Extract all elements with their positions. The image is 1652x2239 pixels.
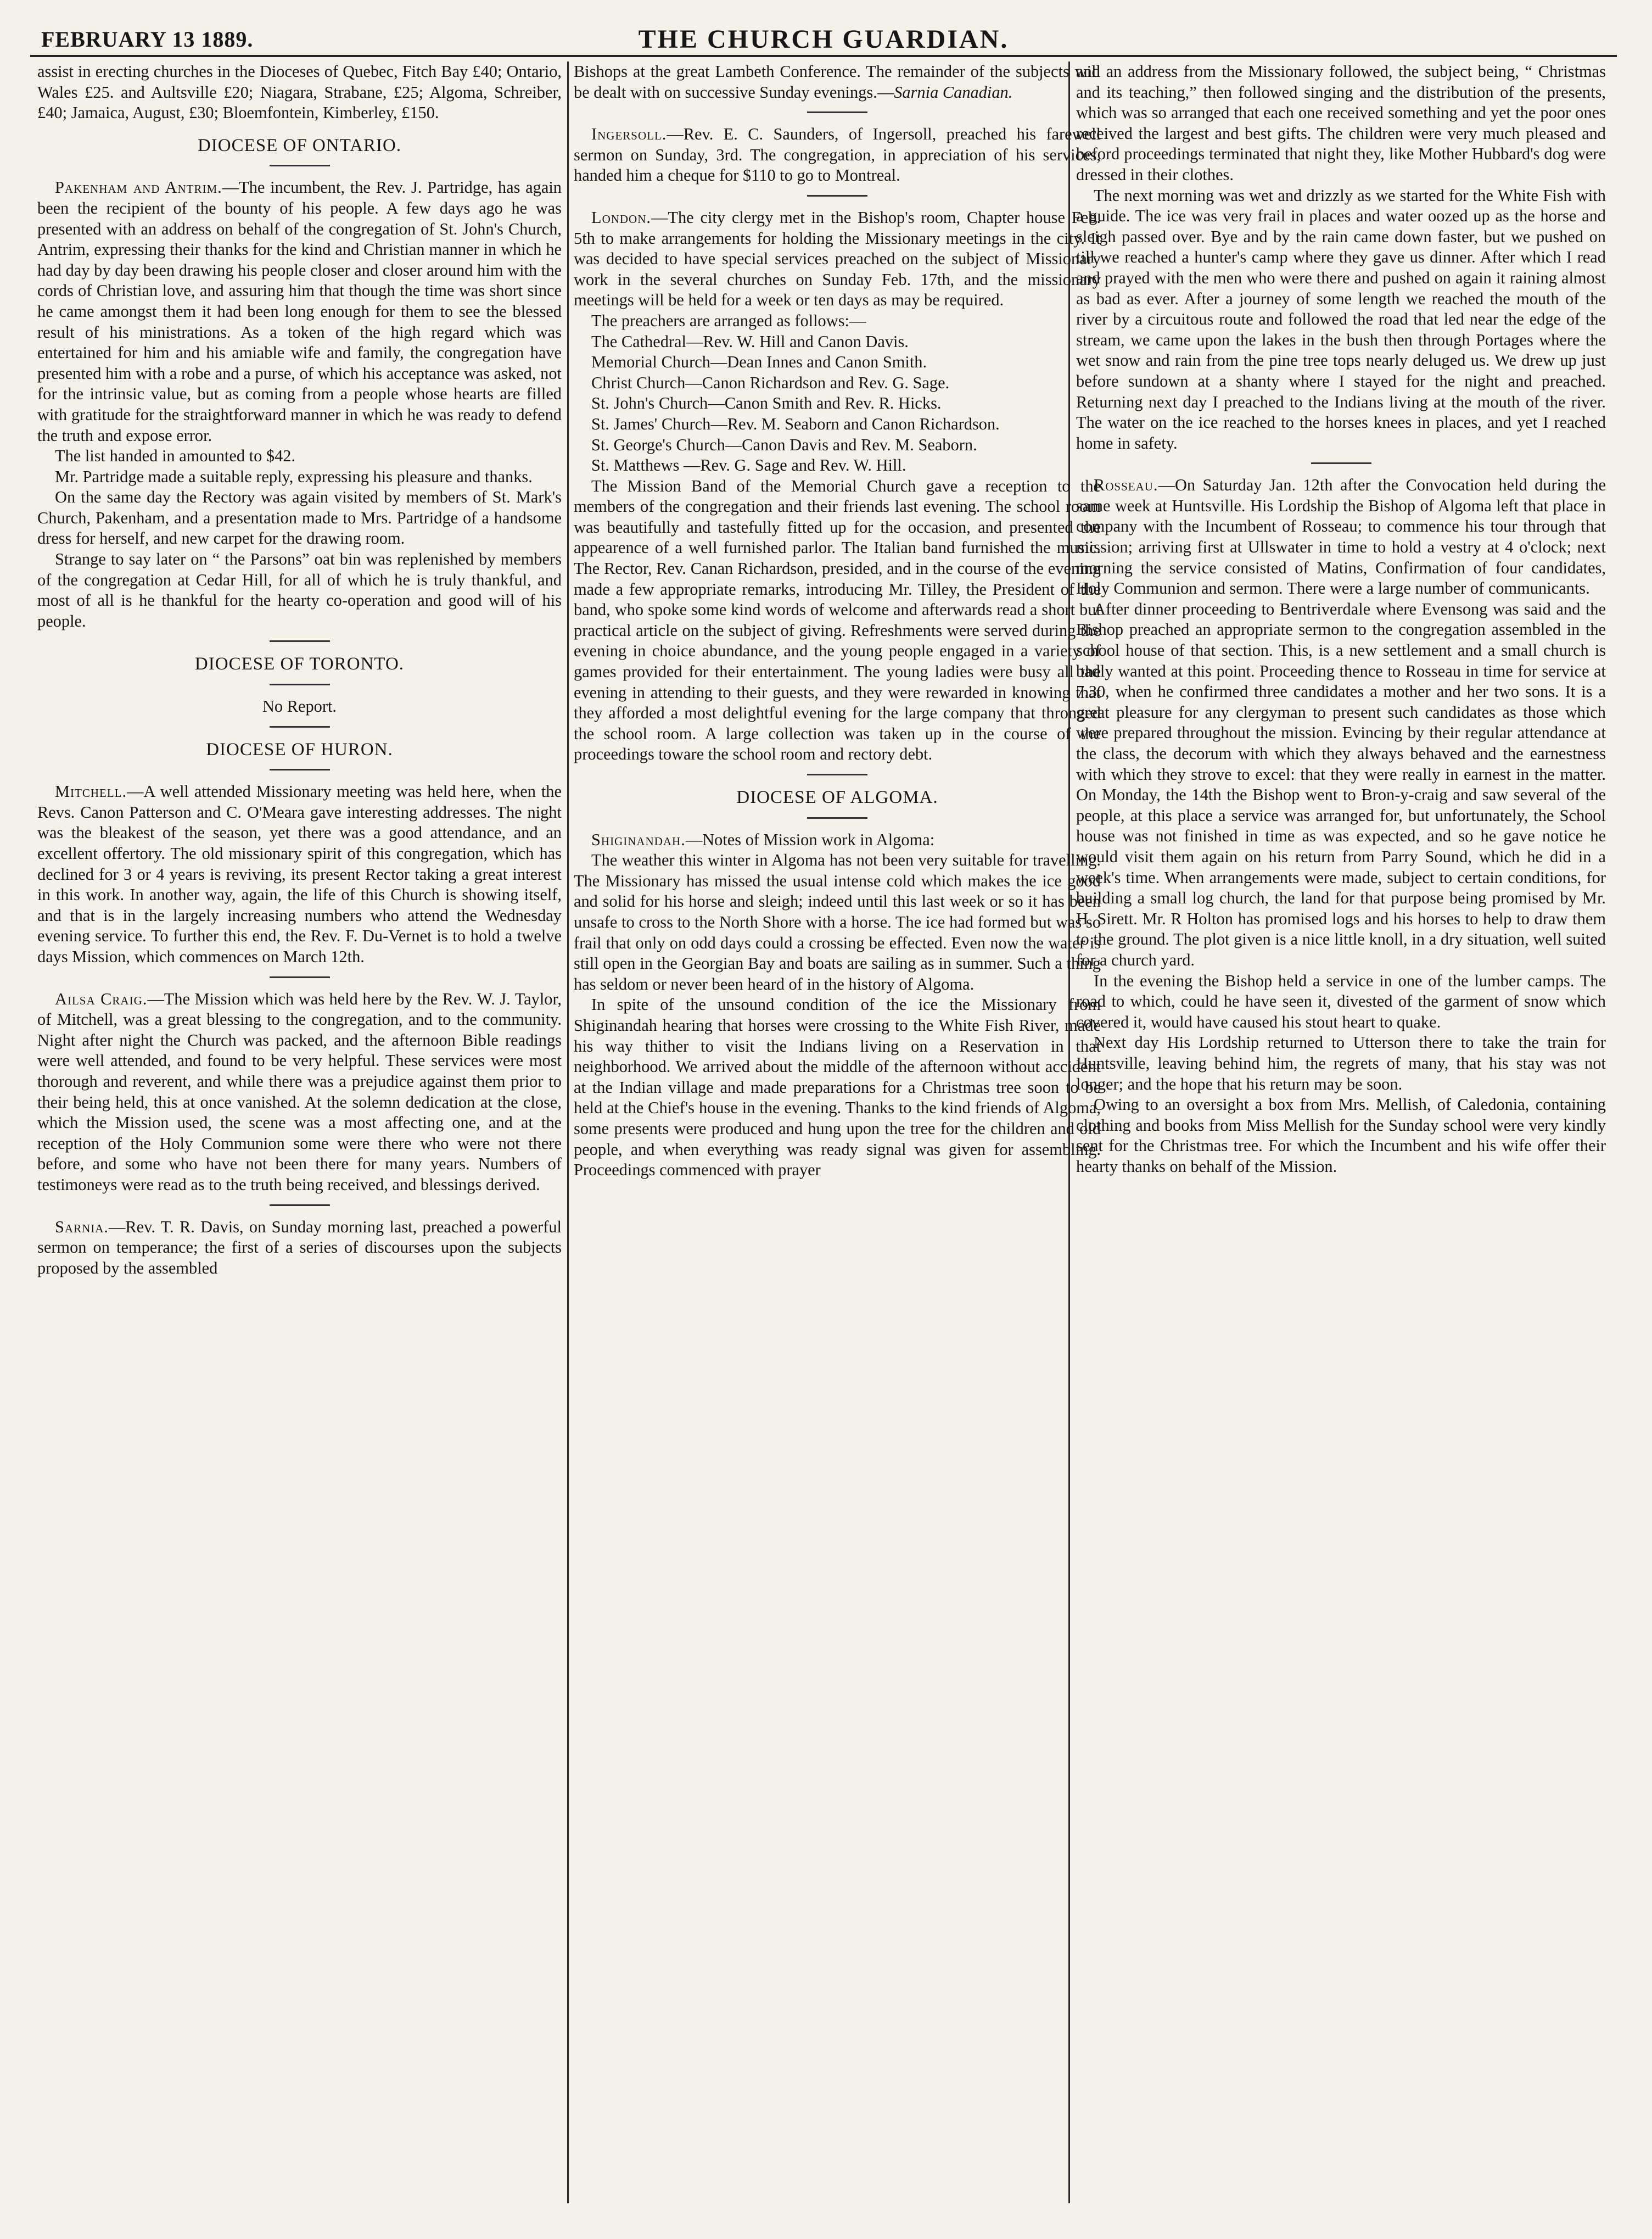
paragraph: The preachers are arranged as follows:—: [591, 311, 866, 330]
place-name: Shiginandah.: [591, 830, 686, 849]
short-rule: [270, 769, 330, 770]
short-rule: [807, 817, 867, 819]
place-name: Sarnia.: [55, 1217, 109, 1236]
source-credit: Sarnia Canadian.: [894, 82, 1013, 102]
place-name: London.: [591, 208, 651, 227]
paragraph: Mr. Partridge made a suitable reply, expressing his pleasure and thanks.: [55, 467, 533, 486]
short-rule: [270, 976, 330, 978]
paragraph: Next day His Lordship returned to Utterson there to take the train for Huntsville, leaving behind him, the regrets of many, that his stay was not longer; and the hope that his return may be soon.: [1076, 1033, 1606, 1093]
preacher-entry: St. Matthews —Rev. G. Sage and Rev. W. Hill.: [591, 456, 906, 475]
preacher-entry: St. John's Church—Canon Smith and Rev. R. Hicks.: [591, 394, 942, 413]
paragraph: On the same day the Rectory was again visited by members of St. Mark's Church, Pakenham, and a presentation made to Mrs. Partridge of a handsome dress for herself, and new carpet for the drawing room.: [37, 488, 562, 548]
paragraph: and an address from the Missionary followed, the subject being, “ Christmas and its teaching,” then followed singing and the distribution of the presents, which was so arranged that each one received something and yet the poor ones received the largest and best gifts. The children were very much pleased and beford proceedings terminated that night they, like Mother Hubbard's dog were dressed in their clothes.: [1076, 62, 1606, 184]
short-rule: [270, 684, 330, 685]
article-text: Bishops at the great Lambeth Conference. The remainder of the subjects will be dealt with on successive Sunday evenings.—: [574, 62, 1101, 102]
short-rule: [807, 774, 867, 775]
article-text: —On Saturday Jan. 12th after the Convocation held during the same week at Huntsville. His Lordship the Bishop of Algoma left that place in company with the Incumbent of Rosseau; to commence his tour through that mission; arriving first at Ullswater in time to hold a vestry at 4 o'clock; next morning the service consisted of Matins, Confirmation of four candidates, Holy Communion and sermon. There were a large number of communicants.: [1076, 476, 1606, 598]
preacher-entry: The Cathedral—Rev. W. Hill and Canon Davis.: [591, 332, 909, 351]
article-text: —The incumbent, the Rev. J. Partridge, has again been the recipient of the bounty of his people. A few days ago he was presented with an address on behalf of the congregation of St. John's Church, Antrim, expressing their thanks for the kind and Christian manner in which he had day by day been drawing his people closer and closer around him with the cords of Christian love, and assuring him that though the time was short since he came amongst them it had been long enough for them to see the blessed result of his ministrations. As a token of the high regard which was entertained for him and his amiable wife and family, the congregation have presented him with a robe and a purse, of which his acceptance was asked, not for the intrinsic value, but as coming from a people whose hearts are filled with gratitude for the straightforward manner in which he was ready to defend the truth and expose error.: [37, 178, 562, 445]
short-rule: [270, 165, 330, 166]
column-1: [37, 62, 562, 2220]
place-name: Mitchell.: [55, 782, 127, 801]
article-text: —Notes of Mission work in Algoma:: [685, 830, 935, 849]
article-ailsa-craig: [37, 989, 562, 1196]
short-rule: [807, 195, 867, 197]
short-rule: [1311, 462, 1371, 464]
page-header: [30, 23, 1617, 57]
section-heading-algoma: DIOCESE OF ALGOMA.: [736, 788, 938, 807]
article-ingersoll: [574, 124, 1101, 186]
preacher-entry: St. George's Church—Canon Davis and Rev. M. Seaborn.: [591, 435, 977, 454]
place-name: Pakenham and Antrim.: [55, 178, 222, 197]
paragraph: The list handed in amounted to $42.: [55, 446, 296, 466]
article-pakenham: [37, 177, 562, 446]
preacher-entry: St. James' Church—Rev. M. Seaborn and Canon Richardson.: [591, 414, 1000, 433]
column-2: [574, 62, 1101, 2220]
no-report-note: No Report.: [262, 697, 337, 716]
paragraph: The weather this winter in Algoma has not been very suitable for travelling. The Missionary has missed the usual intense cold which makes the ice good and solid for his horse and sleigh; indeed until this last week or so it has been unsafe to cross to the North Shore with a horse. The ice had formed but was so frail that only on odd days could a crossing be effected. Even now the water is still open in the Georgian Bay and boats are sailing as in summer. Such a thing has seldom or never been heard of in the history of Algoma.: [574, 851, 1101, 993]
place-name: Ailsa Craig.: [55, 989, 148, 1008]
section-heading-huron: DIOCESE OF HURON.: [206, 739, 393, 760]
short-rule: [270, 726, 330, 728]
article-london: [574, 208, 1101, 311]
article-rosseau: [1076, 475, 1606, 599]
short-rule: [807, 111, 867, 113]
place-name: Ingersoll.: [591, 125, 667, 144]
paragraph: After dinner proceeding to Bentriverdale where Evensong was said and the Bishop preached an appropriate sermon to the congregation assembled in the school house of that section. This, is a new settlement and a small church is badly wanted at this point. Proceeding thence to Rosseau in time for service at 7.30, when he confirmed three candidates a mother and her two sons. It is a great pleasure for any clergyman to present such candidates as those which were prepared throughout the mission. Evincing by their regular attendance at the class, the decorum with which they always behaved and the earnestness with which they strove to excel: that they were really in earnest in the matter. On Monday, the 14th the Bishop went to Bron-y-craig and saw several of the people, at this place a service was arranged for, but unfortunately, the School house was not finished in time as was expected, and so he gave notice he would visit them again on his return from Parry Sound, which he did in a week's time. When arrangements were made, subject to certain conditions, for building a small log church, the land for that purpose being promised by Mr. H. Sirett. Mr. R Holton has promised logs and his horses to help to draw them to the ground. The plot given is a nice little knoll, in a dry situation, well suited for a church yard.: [1076, 599, 1606, 969]
article-text: —The city clergy met in the Bishop's room, Chapter house Feb. 5th to make arrangements for holding the Missionary meetings in the city. It was decided to have special services preached on the subject of Missionary work in the several churches on Sunday Feb. 17th, and the missionary meetings will be held for a week or ten days as may be required.: [574, 208, 1101, 310]
article-text: —Rev. E. C. Saunders, of Ingersoll, preached his farewell sermon on Sunday, 3rd. The congregation, in appreciation of his services, handed him a cheque for $110 to go to Montreal.: [574, 125, 1101, 185]
article-text: —Rev. T. R. Davis, on Sunday morning last, preached a powerful sermon on temperance; the first of a series of discourses upon the subjects proposed by the assembled: [37, 1217, 562, 1277]
article-text: —A well attended Missionary meeting was held here, when the Revs. Canon Patterson and C. O'Meara gave interesting addresses. The night was the bleakest of the season, yet there was a good attendance, and an excellent offertory. The old missionary spirit of this congregation, which has declined for 3 or 4 years is reviving, its present Rector taking a great interest in this work. In another way, again, the life of this Church is showing itself, and that is in the largely increasing numbers who attend the Wednesday evening service. To further this end, the Rev. F. Du-Vernet is to hold a twelve days Mission, which commences on March 12th.: [37, 782, 562, 966]
column-3: [1076, 62, 1606, 2220]
section-heading-ontario: DIOCESE OF ONTARIO.: [197, 135, 402, 155]
paragraph: [574, 62, 1101, 103]
issue-date: FEBRUARY 13 1889.: [41, 27, 254, 52]
preacher-entry: Memorial Church—Dean Innes and Canon Smith.: [591, 353, 927, 372]
short-rule: [270, 640, 330, 642]
column-rule: [567, 62, 569, 2203]
place-name: Rosseau.: [1094, 476, 1158, 495]
article-shiginandah: [574, 830, 1101, 851]
article-sarnia: [37, 1217, 562, 1279]
paragraph: The Mission Band of the Memorial Church gave a reception to the members of the congregation and their friends last evening. The school room was beautifully and tastefully fitted up for the occasion, and presented the appearence of a well furnished parlor. The Italian band furnished the music. The Rector, Rev. Canan Richardson, presided, and in the course of the evening made a few appropriate remarks, introducing Mr. Tilley, the President of the band, who spoke some kind words of welcome and afterwards read a short but practical article on the subject of giving. Refreshments were served during the evening in choice abundance, and the young people engaged in a variety of games provided for their entertainment. The young ladies were busy all the evening in attending to their guests, and they were rewarded in knowing that they afforded a most delightful evening for the large company that thronged the school room. A large collection was taken up in the course of the proceedings toware the school room and rectory debt.: [574, 476, 1101, 764]
paragraph: assist in erecting churches in the Dioceses of Quebec, Fitch Bay £40; Ontario, Wales £25. and Aultsville £20; Niagara, Strabane, £25; Algoma, Schreiber, £40; Jamaica, August, £30; Bloemfontein, Kimberley, £150.: [37, 62, 562, 122]
article-text: —The Mission which was held here by the Rev. W. J. Taylor, of Mitchell, was a great blessing to the congregation, and to the community. Night after night the Church was packed, and the afternoon Bible readings were well attended, and found to be very helpful. These services were most thorough and reverent, and while there was a prejudice against them prior to their being held, this at once vanished. At the solemn dedication at the close, which the Mission used, the scene was a most affecting one, and at the reception of the Holy Communion some were there who were not there before, and some who have not been there for many years. Numbers of testimoneys were read as to the truth being received, and blessings derived.: [37, 989, 562, 1194]
paragraph: The next morning was wet and drizzly as we started for the White Fish with a guide. The ice was very frail in places and water oozed up as the horse and sleigh passed over. Bye and by the rain came down faster, but we pushed on till we reached a hunter's camp where they gave us dinner. After which I read and prayed with the men who were there and pushed on again it raining almost as bad as ever. After a journey of some length we reached the mouth of the river by a circuitous route and followed the road that led near the edge of the stream, we came upon the lakes in the bush then through Portages where the wet snow and rain from the pine tree tops nearly deluged us. We drew up just before sundown at a shanty where I stayed for the night and preached. Returning next day I preached to the Indians living at the mouth of the river. The water on the ice reached to the horses knees in places, and yet I reached home in safety.: [1076, 186, 1606, 453]
paragraph: Owing to an oversight a box from Mrs. Mellish, of Caledonia, containing clothing and books from Miss Mellish for the Sunday school were very kindly sent for the Christmas tree. For which the Incumbent and his wife offer their hearty thanks on behalf of the Mission.: [1076, 1095, 1606, 1176]
preacher-entry: Christ Church—Canon Richardson and Rev. G. Sage.: [591, 373, 950, 392]
masthead-title: THE CHURCH GUARDIAN.: [638, 25, 1009, 54]
paragraph: Strange to say later on “ the Parsons” oat bin was replenished by members of the congregation at Cedar Hill, for all of which he is truly thankful, and most of all is he thankful for the hearty co-operation and good will of his people.: [37, 550, 562, 630]
paragraph: In spite of the unsound condition of the ice the Missionary from Shiginandah hearing that horses were crossing to the White Fish River, made his way thither to visit the Indians living on a Reservation in that neighborhood. We arrived about the middle of the afternoon without accident at the Indian village and made preparations for a Christmas tree soon to be held at the Chief's house in the evening. Thanks to the kind friends of Algoma, some presents were produced and hung upon the tree for the children and old people, and when everything was ready signal was given for assembling. Proceedings commenced with prayer: [574, 995, 1101, 1180]
paragraph: In the evening the Bishop held a service in one of the lumber camps. The road to which, could he have seen it, divested of the garment of snow which covered it, would have caused his stout heart to quake.: [1076, 971, 1606, 1031]
short-rule: [270, 1204, 330, 1206]
article-mitchell: [37, 781, 562, 967]
section-heading-toronto: DIOCESE OF TORONTO.: [194, 654, 405, 674]
